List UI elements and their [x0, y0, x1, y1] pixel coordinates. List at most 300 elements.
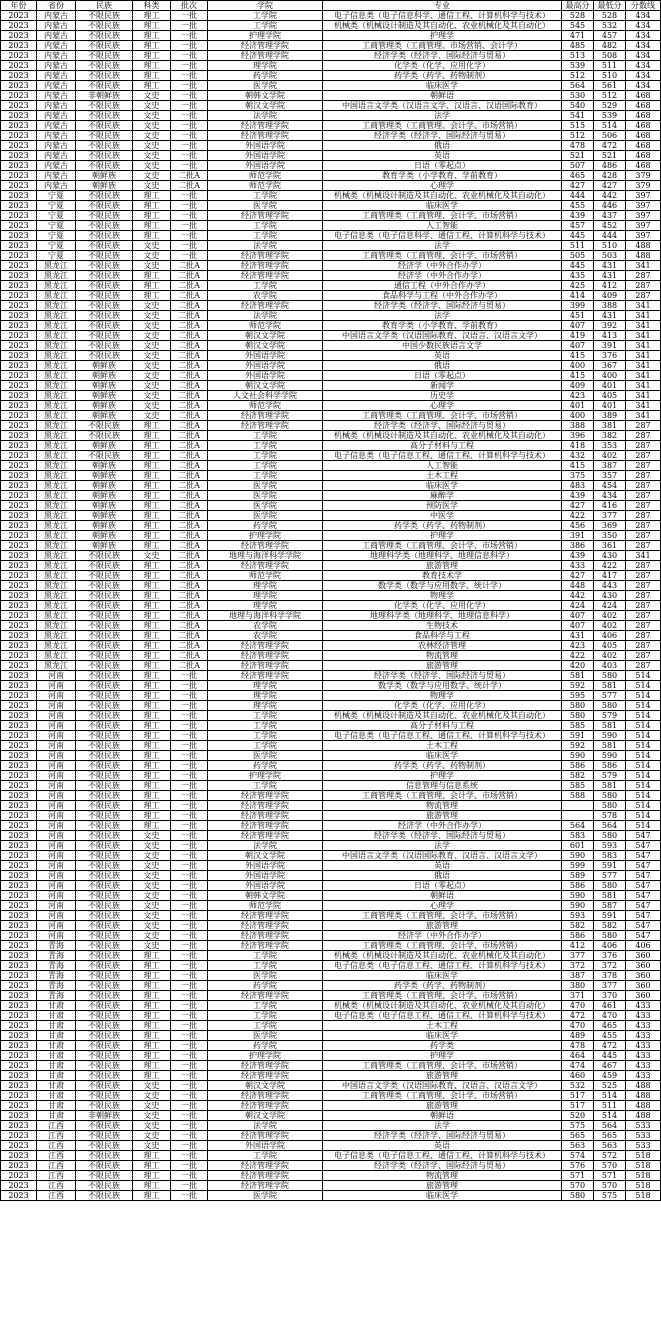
college-cell: 师范学院	[208, 171, 323, 181]
max-score-cell: 586	[562, 761, 594, 771]
province-cell: 甘肃	[37, 1101, 76, 1111]
major-cell: 经济学类（经济学、国际经济与贸易）	[323, 671, 562, 681]
max-score-cell: 414	[562, 291, 594, 301]
province-cell: 河南	[37, 921, 76, 931]
min-score-cell: 461	[594, 1001, 626, 1011]
year-cell: 2023	[1, 1131, 37, 1141]
year-cell: 2023	[1, 1041, 37, 1051]
province-cell: 内蒙古	[37, 11, 76, 21]
min-score-cell: 581	[594, 681, 626, 691]
year-cell: 2023	[1, 1061, 37, 1071]
cutoff-cell: 434	[626, 81, 661, 91]
ethnicity-cell: 不限民族	[76, 51, 133, 61]
college-cell: 朝韩文学院	[208, 891, 323, 901]
batch-cell: 一批	[171, 901, 208, 911]
year-cell: 2023	[1, 521, 37, 531]
max-score-cell: 472	[562, 1011, 594, 1021]
year-cell: 2023	[1, 761, 37, 771]
max-score-cell: 400	[562, 411, 594, 421]
year-cell: 2023	[1, 881, 37, 891]
ethnicity-cell: 不限民族	[76, 591, 133, 601]
college-cell: 经济管理学院	[208, 661, 323, 671]
batch-cell: 一批	[171, 161, 208, 171]
max-score-cell: 582	[562, 771, 594, 781]
table-row	[1, 221, 661, 231]
batch-cell: 一批	[171, 1181, 208, 1191]
cutoff-cell: 468	[626, 131, 661, 141]
subject-cell: 文史	[133, 381, 171, 391]
college-cell: 工学院	[208, 721, 323, 731]
year-cell: 2023	[1, 661, 37, 671]
province-cell: 河南	[37, 851, 76, 861]
major-cell: 护理学	[323, 531, 562, 541]
batch-cell: 一批	[171, 211, 208, 221]
subject-cell: 理工	[133, 1011, 171, 1021]
year-cell: 2023	[1, 481, 37, 491]
table-row	[1, 271, 661, 281]
college-cell: 工学院	[208, 231, 323, 241]
min-score-cell: 467	[594, 1061, 626, 1071]
province-cell: 黑龙江	[37, 451, 76, 461]
batch-cell: 一批	[171, 1021, 208, 1031]
ethnicity-cell: 不限民族	[76, 61, 133, 71]
ethnicity-cell: 不限民族	[76, 941, 133, 951]
major-cell: 土木工程	[323, 741, 562, 751]
year-cell: 2023	[1, 511, 37, 521]
batch-cell: 二批A	[171, 381, 208, 391]
year-cell: 2023	[1, 191, 37, 201]
table-row	[1, 1121, 661, 1131]
batch-cell: 一批	[171, 1031, 208, 1041]
min-score-cell: 378	[594, 971, 626, 981]
table-row	[1, 381, 661, 391]
ethnicity-cell: 不限民族	[76, 21, 133, 31]
cutoff-cell: 433	[626, 1021, 661, 1031]
max-score-cell: 530	[562, 91, 594, 101]
college-cell: 外国语学院	[208, 861, 323, 871]
province-cell: 内蒙古	[37, 31, 76, 41]
table-row	[1, 71, 661, 81]
major-cell: 俄语	[323, 871, 562, 881]
min-score-cell: 372	[594, 961, 626, 971]
min-score-cell: 454	[594, 481, 626, 491]
batch-cell: 一批	[171, 831, 208, 841]
cutoff-cell: 287	[626, 621, 661, 631]
batch-cell: 一批	[171, 981, 208, 991]
year-cell: 2023	[1, 101, 37, 111]
province-cell: 内蒙古	[37, 141, 76, 151]
college-cell: 经济管理学院	[208, 1091, 323, 1101]
year-cell: 2023	[1, 1141, 37, 1151]
cutoff-cell: 518	[626, 1171, 661, 1181]
year-cell: 2023	[1, 41, 37, 51]
cutoff-cell: 514	[626, 671, 661, 681]
batch-cell: 一批	[171, 101, 208, 111]
cutoff-cell: 488	[626, 251, 661, 261]
min-score-cell: 406	[594, 941, 626, 951]
major-cell: 数学类（数学与应用数学、统计学）	[323, 681, 562, 691]
major-cell: 日语（零起点）	[323, 161, 562, 171]
max-score-cell: 540	[562, 101, 594, 111]
ethnicity-cell: 不限民族	[76, 71, 133, 81]
min-score-cell: 377	[594, 511, 626, 521]
max-score-cell: 580	[562, 1191, 594, 1201]
batch-cell: 一批	[171, 681, 208, 691]
table-row	[1, 91, 661, 101]
max-score-cell: 399	[562, 301, 594, 311]
cutoff-cell: 287	[626, 601, 661, 611]
table-row	[1, 491, 661, 501]
college-cell: 工学院	[208, 21, 323, 31]
batch-cell: 一批	[171, 21, 208, 31]
max-score-cell: 409	[562, 381, 594, 391]
year-cell: 2023	[1, 1021, 37, 1031]
min-score-cell: 580	[594, 701, 626, 711]
column-header: 科类	[133, 1, 171, 11]
college-cell: 经济管理学院	[208, 791, 323, 801]
batch-cell: 二批A	[171, 421, 208, 431]
cutoff-cell: 433	[626, 1011, 661, 1021]
major-cell: 电子信息类（电子信息工程、通信工程、计算机科学与技术）	[323, 451, 562, 461]
major-cell: 机械类（机械设计制造及其自动化、农业机械化及其自动化）	[323, 431, 562, 441]
major-cell: 物流管理	[323, 1171, 562, 1181]
min-score-cell: 402	[594, 651, 626, 661]
college-cell: 农学院	[208, 631, 323, 641]
year-cell: 2023	[1, 51, 37, 61]
major-cell: 机械类（机械设计制造及其自动化、农业机械化及其自动化）	[323, 711, 562, 721]
cutoff-cell: 433	[626, 1061, 661, 1071]
major-cell: 日语（零起点）	[323, 371, 562, 381]
max-score-cell: 580	[562, 701, 594, 711]
table-row	[1, 141, 661, 151]
subject-cell: 文史	[133, 311, 171, 321]
major-cell: 教育学类（小学教育、学前教育）	[323, 171, 562, 181]
ethnicity-cell: 不限民族	[76, 101, 133, 111]
year-cell: 2023	[1, 271, 37, 281]
batch-cell: 二批A	[171, 291, 208, 301]
ethnicity-cell: 朝鲜族	[76, 391, 133, 401]
batch-cell: 一批	[171, 231, 208, 241]
table-row	[1, 371, 661, 381]
min-score-cell: 578	[594, 811, 626, 821]
table-row	[1, 251, 661, 261]
table-row	[1, 971, 661, 981]
subject-cell: 文史	[133, 1081, 171, 1091]
ethnicity-cell: 不限民族	[76, 601, 133, 611]
ethnicity-cell: 不限民族	[76, 821, 133, 831]
province-cell: 青海	[37, 941, 76, 951]
college-cell: 工学院	[208, 1021, 323, 1031]
subject-cell: 理工	[133, 791, 171, 801]
table-row	[1, 1001, 661, 1011]
province-cell: 甘肃	[37, 1081, 76, 1091]
ethnicity-cell: 不限民族	[76, 131, 133, 141]
table-row	[1, 651, 661, 661]
major-cell: 工商管理类（工商管理、会计学、市场营销）	[323, 911, 562, 921]
table-row	[1, 811, 661, 821]
cutoff-cell: 434	[626, 51, 661, 61]
year-cell: 2023	[1, 421, 37, 431]
year-cell: 2023	[1, 871, 37, 881]
province-cell: 江西	[37, 1181, 76, 1191]
ethnicity-cell: 不限民族	[76, 11, 133, 21]
major-cell: 机械类（机械设计制造及其自动化、农业机械化及其自动化）	[323, 21, 562, 31]
max-score-cell: 545	[562, 21, 594, 31]
batch-cell: 一批	[171, 721, 208, 731]
max-score-cell: 590	[562, 751, 594, 761]
max-score-cell: 455	[562, 201, 594, 211]
subject-cell: 理工	[133, 1001, 171, 1011]
min-score-cell: 431	[594, 271, 626, 281]
cutoff-cell: 547	[626, 851, 661, 861]
major-cell: 英语	[323, 1141, 562, 1151]
table-row	[1, 121, 661, 131]
college-cell: 经济管理学院	[208, 921, 323, 931]
year-cell: 2023	[1, 411, 37, 421]
college-cell: 农学院	[208, 621, 323, 631]
subject-cell: 文史	[133, 371, 171, 381]
province-cell: 宁夏	[37, 221, 76, 231]
table-row	[1, 931, 661, 941]
batch-cell: 一批	[171, 741, 208, 751]
column-header: 最低分	[594, 1, 626, 11]
table-row	[1, 21, 661, 31]
batch-cell: 二批A	[171, 491, 208, 501]
ethnicity-cell: 不限民族	[76, 1031, 133, 1041]
max-score-cell: 396	[562, 431, 594, 441]
max-score-cell: 427	[562, 571, 594, 581]
year-cell: 2023	[1, 391, 37, 401]
major-cell: 朝鲜语	[323, 1111, 562, 1121]
year-cell: 2023	[1, 1121, 37, 1131]
major-cell: 工商管理类（工商管理、会计学、市场营销）	[323, 411, 562, 421]
year-cell: 2023	[1, 361, 37, 371]
province-cell: 黑龙江	[37, 551, 76, 561]
college-cell: 地理与海洋科学学院	[208, 611, 323, 621]
ethnicity-cell: 不限民族	[76, 81, 133, 91]
cutoff-cell: 547	[626, 831, 661, 841]
cutoff-cell: 341	[626, 371, 661, 381]
table-row	[1, 991, 661, 1001]
ethnicity-cell: 不限民族	[76, 1091, 133, 1101]
cutoff-cell: 468	[626, 161, 661, 171]
table-row	[1, 681, 661, 691]
year-cell: 2023	[1, 211, 37, 221]
college-cell: 师范学院	[208, 571, 323, 581]
ethnicity-cell: 不限民族	[76, 931, 133, 941]
year-cell: 2023	[1, 181, 37, 191]
min-score-cell: 532	[594, 21, 626, 31]
cutoff-cell: 287	[626, 561, 661, 571]
batch-cell: 一批	[171, 1011, 208, 1021]
min-score-cell: 577	[594, 691, 626, 701]
subject-cell: 理工	[133, 451, 171, 461]
subject-cell: 理工	[133, 481, 171, 491]
subject-cell: 文史	[133, 341, 171, 351]
min-score-cell: 431	[594, 261, 626, 271]
ethnicity-cell: 非朝鲜族	[76, 1111, 133, 1121]
max-score-cell: 375	[562, 471, 594, 481]
min-score-cell: 580	[594, 801, 626, 811]
batch-cell: 一批	[171, 1041, 208, 1051]
college-cell: 工学院	[208, 451, 323, 461]
max-score-cell: 415	[562, 371, 594, 381]
min-score-cell: 503	[594, 251, 626, 261]
subject-cell: 理工	[133, 271, 171, 281]
subject-cell: 理工	[133, 811, 171, 821]
college-cell: 医学院	[208, 1031, 323, 1041]
min-score-cell: 472	[594, 141, 626, 151]
batch-cell: 一批	[171, 1191, 208, 1201]
province-cell: 河南	[37, 751, 76, 761]
min-score-cell: 591	[594, 911, 626, 921]
major-cell: 工商管理类（工商管理、会计学、市场营销）	[323, 991, 562, 1001]
batch-cell: 二批A	[171, 501, 208, 511]
major-cell: 旅游管理	[323, 1071, 562, 1081]
cutoff-cell: 547	[626, 871, 661, 881]
table-row	[1, 171, 661, 181]
cutoff-cell: 533	[626, 1121, 661, 1131]
table-row	[1, 631, 661, 641]
major-cell: 药学类（药学、药物制剂）	[323, 981, 562, 991]
province-cell: 内蒙古	[37, 121, 76, 131]
table-row	[1, 51, 661, 61]
province-cell: 河南	[37, 901, 76, 911]
cutoff-cell: 287	[626, 531, 661, 541]
batch-cell: 二批A	[171, 301, 208, 311]
subject-cell: 文史	[133, 91, 171, 101]
max-score-cell: 423	[562, 641, 594, 651]
subject-cell: 文史	[133, 881, 171, 891]
college-cell: 经济管理学院	[208, 211, 323, 221]
max-score-cell: 571	[562, 1171, 594, 1181]
province-cell: 黑龙江	[37, 311, 76, 321]
college-cell: 师范学院	[208, 321, 323, 331]
ethnicity-cell: 不限民族	[76, 121, 133, 131]
year-cell: 2023	[1, 891, 37, 901]
batch-cell: 一批	[171, 31, 208, 41]
college-cell: 经济管理学院	[208, 811, 323, 821]
province-cell: 黑龙江	[37, 481, 76, 491]
batch-cell: 二批A	[171, 281, 208, 291]
ethnicity-cell: 不限民族	[76, 311, 133, 321]
ethnicity-cell: 不限民族	[76, 841, 133, 851]
cutoff-cell: 547	[626, 901, 661, 911]
max-score-cell: 541	[562, 111, 594, 121]
table-row	[1, 721, 661, 731]
cutoff-cell: 360	[626, 961, 661, 971]
cutoff-cell: 287	[626, 281, 661, 291]
cutoff-cell: 434	[626, 41, 661, 51]
batch-cell: 一批	[171, 1151, 208, 1161]
min-score-cell: 431	[594, 311, 626, 321]
subject-cell: 理工	[133, 1031, 171, 1041]
max-score-cell: 457	[562, 221, 594, 231]
min-score-cell: 422	[594, 561, 626, 571]
college-cell: 工学院	[208, 731, 323, 741]
college-cell: 经济管理学院	[208, 831, 323, 841]
cutoff-cell: 287	[626, 501, 661, 511]
ethnicity-cell: 不限民族	[76, 1161, 133, 1171]
subject-cell: 理工	[133, 501, 171, 511]
ethnicity-cell: 不限民族	[76, 1051, 133, 1061]
cutoff-cell: 488	[626, 1091, 661, 1101]
subject-cell: 理工	[133, 281, 171, 291]
ethnicity-cell: 朝鲜族	[76, 541, 133, 551]
batch-cell: 二批A	[171, 261, 208, 271]
province-cell: 河南	[37, 871, 76, 881]
min-score-cell: 376	[594, 351, 626, 361]
min-score-cell: 388	[594, 301, 626, 311]
province-cell: 黑龙江	[37, 661, 76, 671]
ethnicity-cell: 不限民族	[76, 951, 133, 961]
table-row	[1, 111, 661, 121]
max-score-cell: 512	[562, 71, 594, 81]
province-cell: 内蒙古	[37, 101, 76, 111]
max-score-cell: 583	[562, 831, 594, 841]
ethnicity-cell: 不限民族	[76, 161, 133, 171]
major-cell: 物理学	[323, 591, 562, 601]
table-row	[1, 461, 661, 471]
max-score-cell: 439	[562, 551, 594, 561]
batch-cell: 二批A	[171, 341, 208, 351]
min-score-cell: 369	[594, 521, 626, 531]
cutoff-cell: 341	[626, 401, 661, 411]
ethnicity-cell: 不限民族	[76, 981, 133, 991]
max-score-cell: 582	[562, 921, 594, 931]
batch-cell: 一批	[171, 71, 208, 81]
min-score-cell: 580	[594, 881, 626, 891]
table-row	[1, 1071, 661, 1081]
college-cell: 医学院	[208, 201, 323, 211]
cutoff-cell: 287	[626, 491, 661, 501]
year-cell: 2023	[1, 631, 37, 641]
max-score-cell: 391	[562, 531, 594, 541]
batch-cell: 一批	[171, 81, 208, 91]
ethnicity-cell: 不限民族	[76, 681, 133, 691]
batch-cell: 一批	[171, 961, 208, 971]
subject-cell: 文史	[133, 551, 171, 561]
table-row	[1, 911, 661, 921]
table-row	[1, 291, 661, 301]
major-cell: 药学类（药学、药物制剂）	[323, 521, 562, 531]
batch-cell: 一批	[171, 761, 208, 771]
column-header: 最高分	[562, 1, 594, 11]
cutoff-cell: 341	[626, 331, 661, 341]
year-cell: 2023	[1, 21, 37, 31]
table-row	[1, 1051, 661, 1061]
min-score-cell: 580	[594, 791, 626, 801]
subject-cell: 理工	[133, 431, 171, 441]
college-cell: 经济管理学院	[208, 271, 323, 281]
province-cell: 青海	[37, 971, 76, 981]
college-cell: 经济管理学院	[208, 411, 323, 421]
college-cell: 护理学院	[208, 531, 323, 541]
table-row	[1, 1041, 661, 1051]
batch-cell: 二批A	[171, 331, 208, 341]
major-cell: 经济学类（经济学、国际经济与贸易）	[323, 301, 562, 311]
batch-cell: 二批A	[171, 431, 208, 441]
table-row	[1, 1081, 661, 1091]
max-score-cell: 591	[562, 731, 594, 741]
min-score-cell: 582	[594, 921, 626, 931]
batch-cell: 二批A	[171, 661, 208, 671]
cutoff-cell: 514	[626, 791, 661, 801]
cutoff-cell: 341	[626, 361, 661, 371]
table-row	[1, 1141, 661, 1151]
min-score-cell: 580	[594, 671, 626, 681]
min-score-cell: 581	[594, 721, 626, 731]
